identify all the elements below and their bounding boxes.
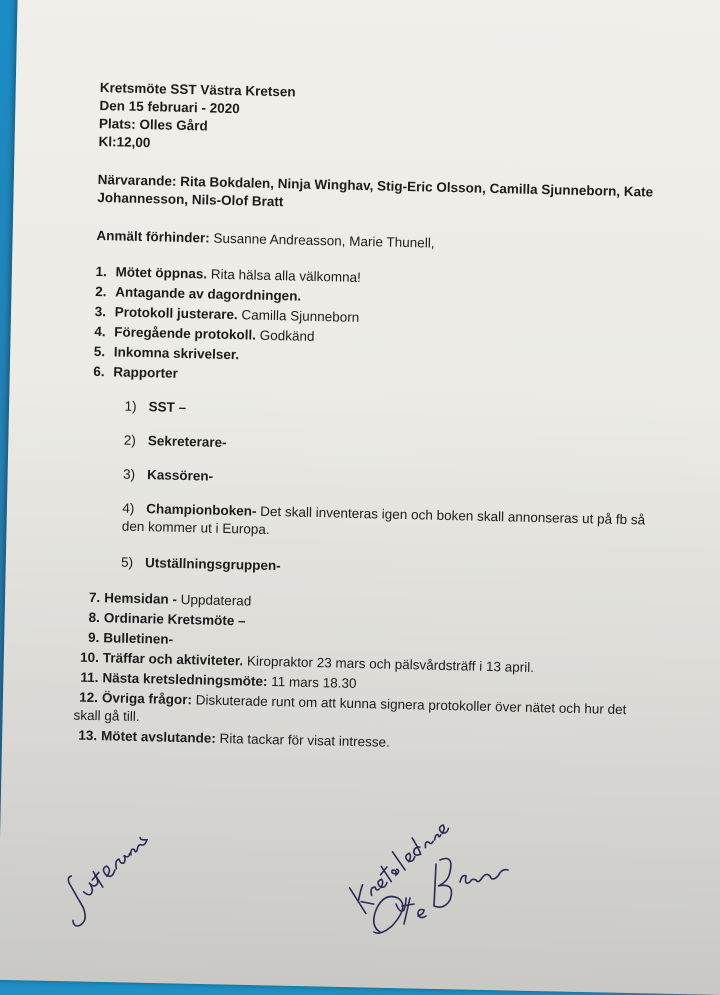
report-item: 3) Kassören- xyxy=(122,466,214,484)
agenda-item: 7. Hemsidan - Uppdaterad xyxy=(88,589,252,609)
agenda-item: 12. Övriga frågor: Diskuterade runt om att kunna signera protokoller över nätet och hur det xyxy=(79,689,627,718)
agenda-item: 8. Ordinarie Kretsmöte – xyxy=(88,609,246,629)
report-item: 2) Sekreterare- xyxy=(123,432,227,450)
attendees-names-1: Rita Bokdalen, Ninja Winghav, Stig-Eric Olsson, Camilla Sjunneborn, Kate xyxy=(180,173,654,200)
agenda-item: 9. Bulletinen- xyxy=(87,629,174,647)
meeting-place: Plats: Olles Gård xyxy=(98,115,208,134)
meeting-title: Kretsmöte SST Västra Kretsen xyxy=(99,80,296,100)
absent-line xyxy=(96,228,434,251)
absent-label: Anmält förhinder: xyxy=(96,227,210,246)
report-item: 1) SST – xyxy=(124,398,187,416)
agenda-item: 3. Protokoll justerare. Camilla Sjunneborn xyxy=(94,303,360,325)
report-item: 5) Utställningsgruppen- xyxy=(120,554,281,574)
agenda-item: 11. Nästa kretsledningsmöte: 11 mars 18.30 xyxy=(80,669,357,691)
absent-names: Susanne Andreasson, Marie Thunell, xyxy=(213,230,435,251)
agenda-item: 4. Föregående protokoll. Godkänd xyxy=(94,323,315,344)
agenda-item: 6. Rapporter xyxy=(93,363,179,381)
agenda-item: 13. Mötet avslutande: Rita tackar för visat intresse. xyxy=(78,727,391,750)
agenda-item: 1. Mötet öppnas. Rita hälsa alla välkomna! xyxy=(95,263,362,285)
report-item: 4) Championboken- Det skall inventeras igen och boken skall annonseras ut på fb så xyxy=(122,500,646,528)
attendees-label: Närvarande: xyxy=(97,171,177,189)
agenda-item-continuation: skall gå till. xyxy=(73,707,140,725)
meeting-time: Kl:12,00 xyxy=(98,133,151,151)
attendees-line-2: Johannesson, Nils-Olof Bratt xyxy=(97,189,284,210)
kretsledare-signature xyxy=(330,820,530,940)
agenda-item: 2. Antagande av dagordningen. xyxy=(95,283,302,304)
justerare-signature xyxy=(55,820,185,930)
meeting-date: Den 15 februari - 2020 xyxy=(99,97,240,117)
agenda-item: 5. Inkomna skrivelser. xyxy=(93,343,240,363)
agenda-item: 10. Träffar och aktiviteter. Kiropraktor 23 mars och pälsvårdsträff i 13 april. xyxy=(79,649,535,675)
report-item-continuation: den kommer ut i Europa. xyxy=(121,518,270,537)
